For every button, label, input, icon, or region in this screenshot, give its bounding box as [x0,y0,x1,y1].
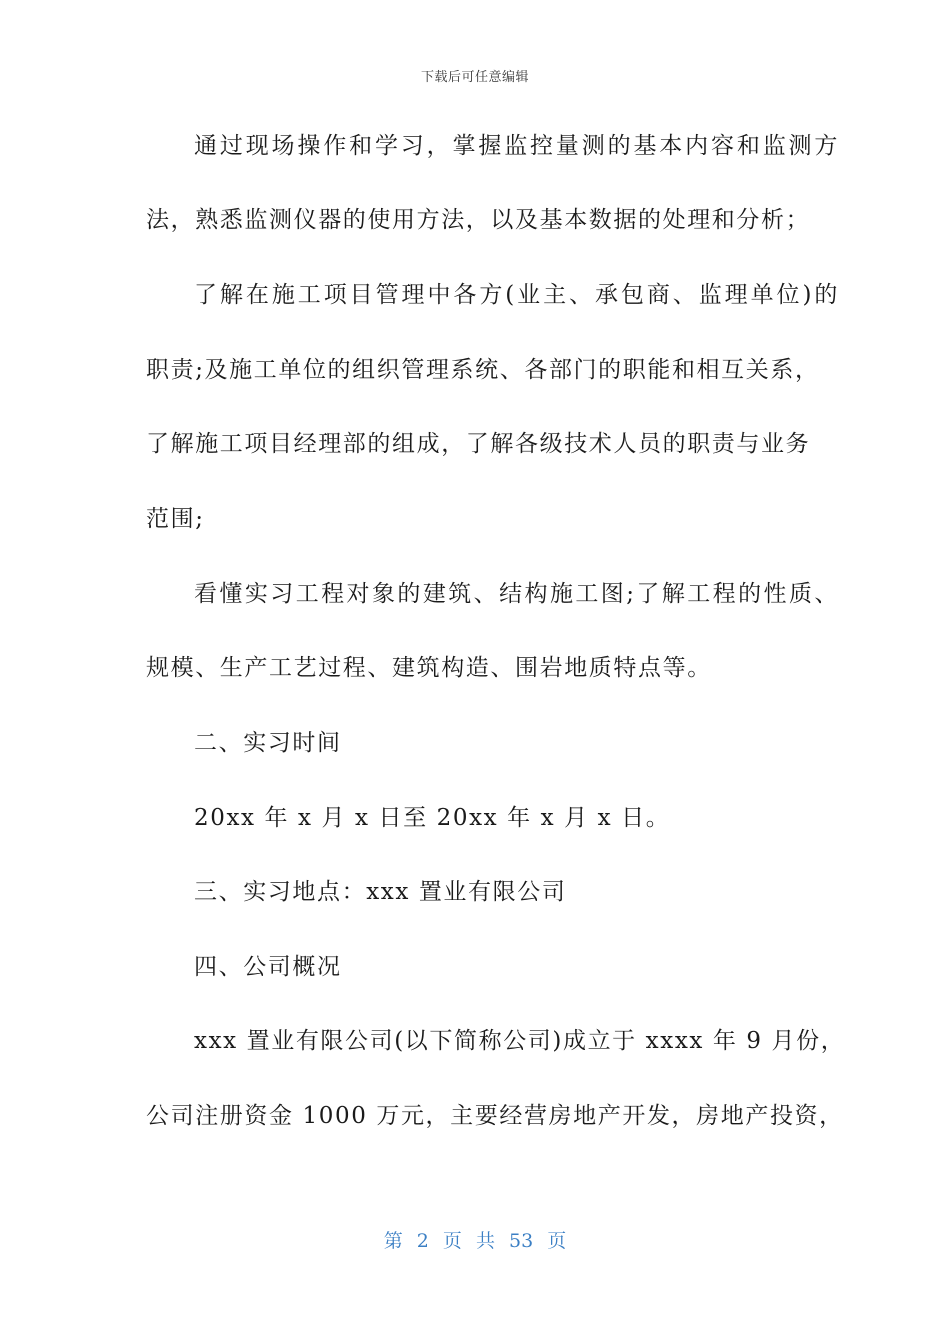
paragraph-line: 了解施工项目经理部的组成，了解各级技术人员的职责与业务 [146,431,811,457]
paragraph-line: xxx 置业有限公司(以下简称公司)成立于 xxxx 年 9 月份， [194,1028,846,1054]
paragraph-line: 20xx 年 x 月 x 日至 20xx 年 x 月 x 日。 [194,805,671,831]
paragraph-line: 了解在施工项目管理中各方(业主、承包商、监理单位)的 [194,282,839,308]
page-header: 下载后可任意编辑 [420,70,529,85]
paragraph-line: 公司注册资金 1000 万元，主要经营房地产开发，房地产投资， [146,1103,844,1129]
page-number-footer: 第 2 页 共 53 页 [383,1230,567,1252]
paragraph-line: 看懂实习工程对象的建筑、结构施工图;了解工程的性质、 [194,581,839,607]
section-heading: 三、实习地点：xxx 置业有限公司 [194,879,567,905]
section-heading: 二、实习时间 [194,730,342,756]
paragraph-line: 范围; [146,506,205,532]
section-heading: 四、公司概况 [194,954,342,980]
paragraph-line: 职责;及施工单位的组织管理系统、各部门的职能和相互关系， [146,357,820,383]
paragraph-line: 规模、生产工艺过程、建筑构造、围岩地质特点等。 [146,655,712,681]
paragraph-line: 通过现场操作和学习，掌握监控量测的基本内容和监测方 [194,133,839,159]
paragraph-line: 法，熟悉监测仪器的使用方法，以及基本数据的处理和分析； [146,207,811,233]
